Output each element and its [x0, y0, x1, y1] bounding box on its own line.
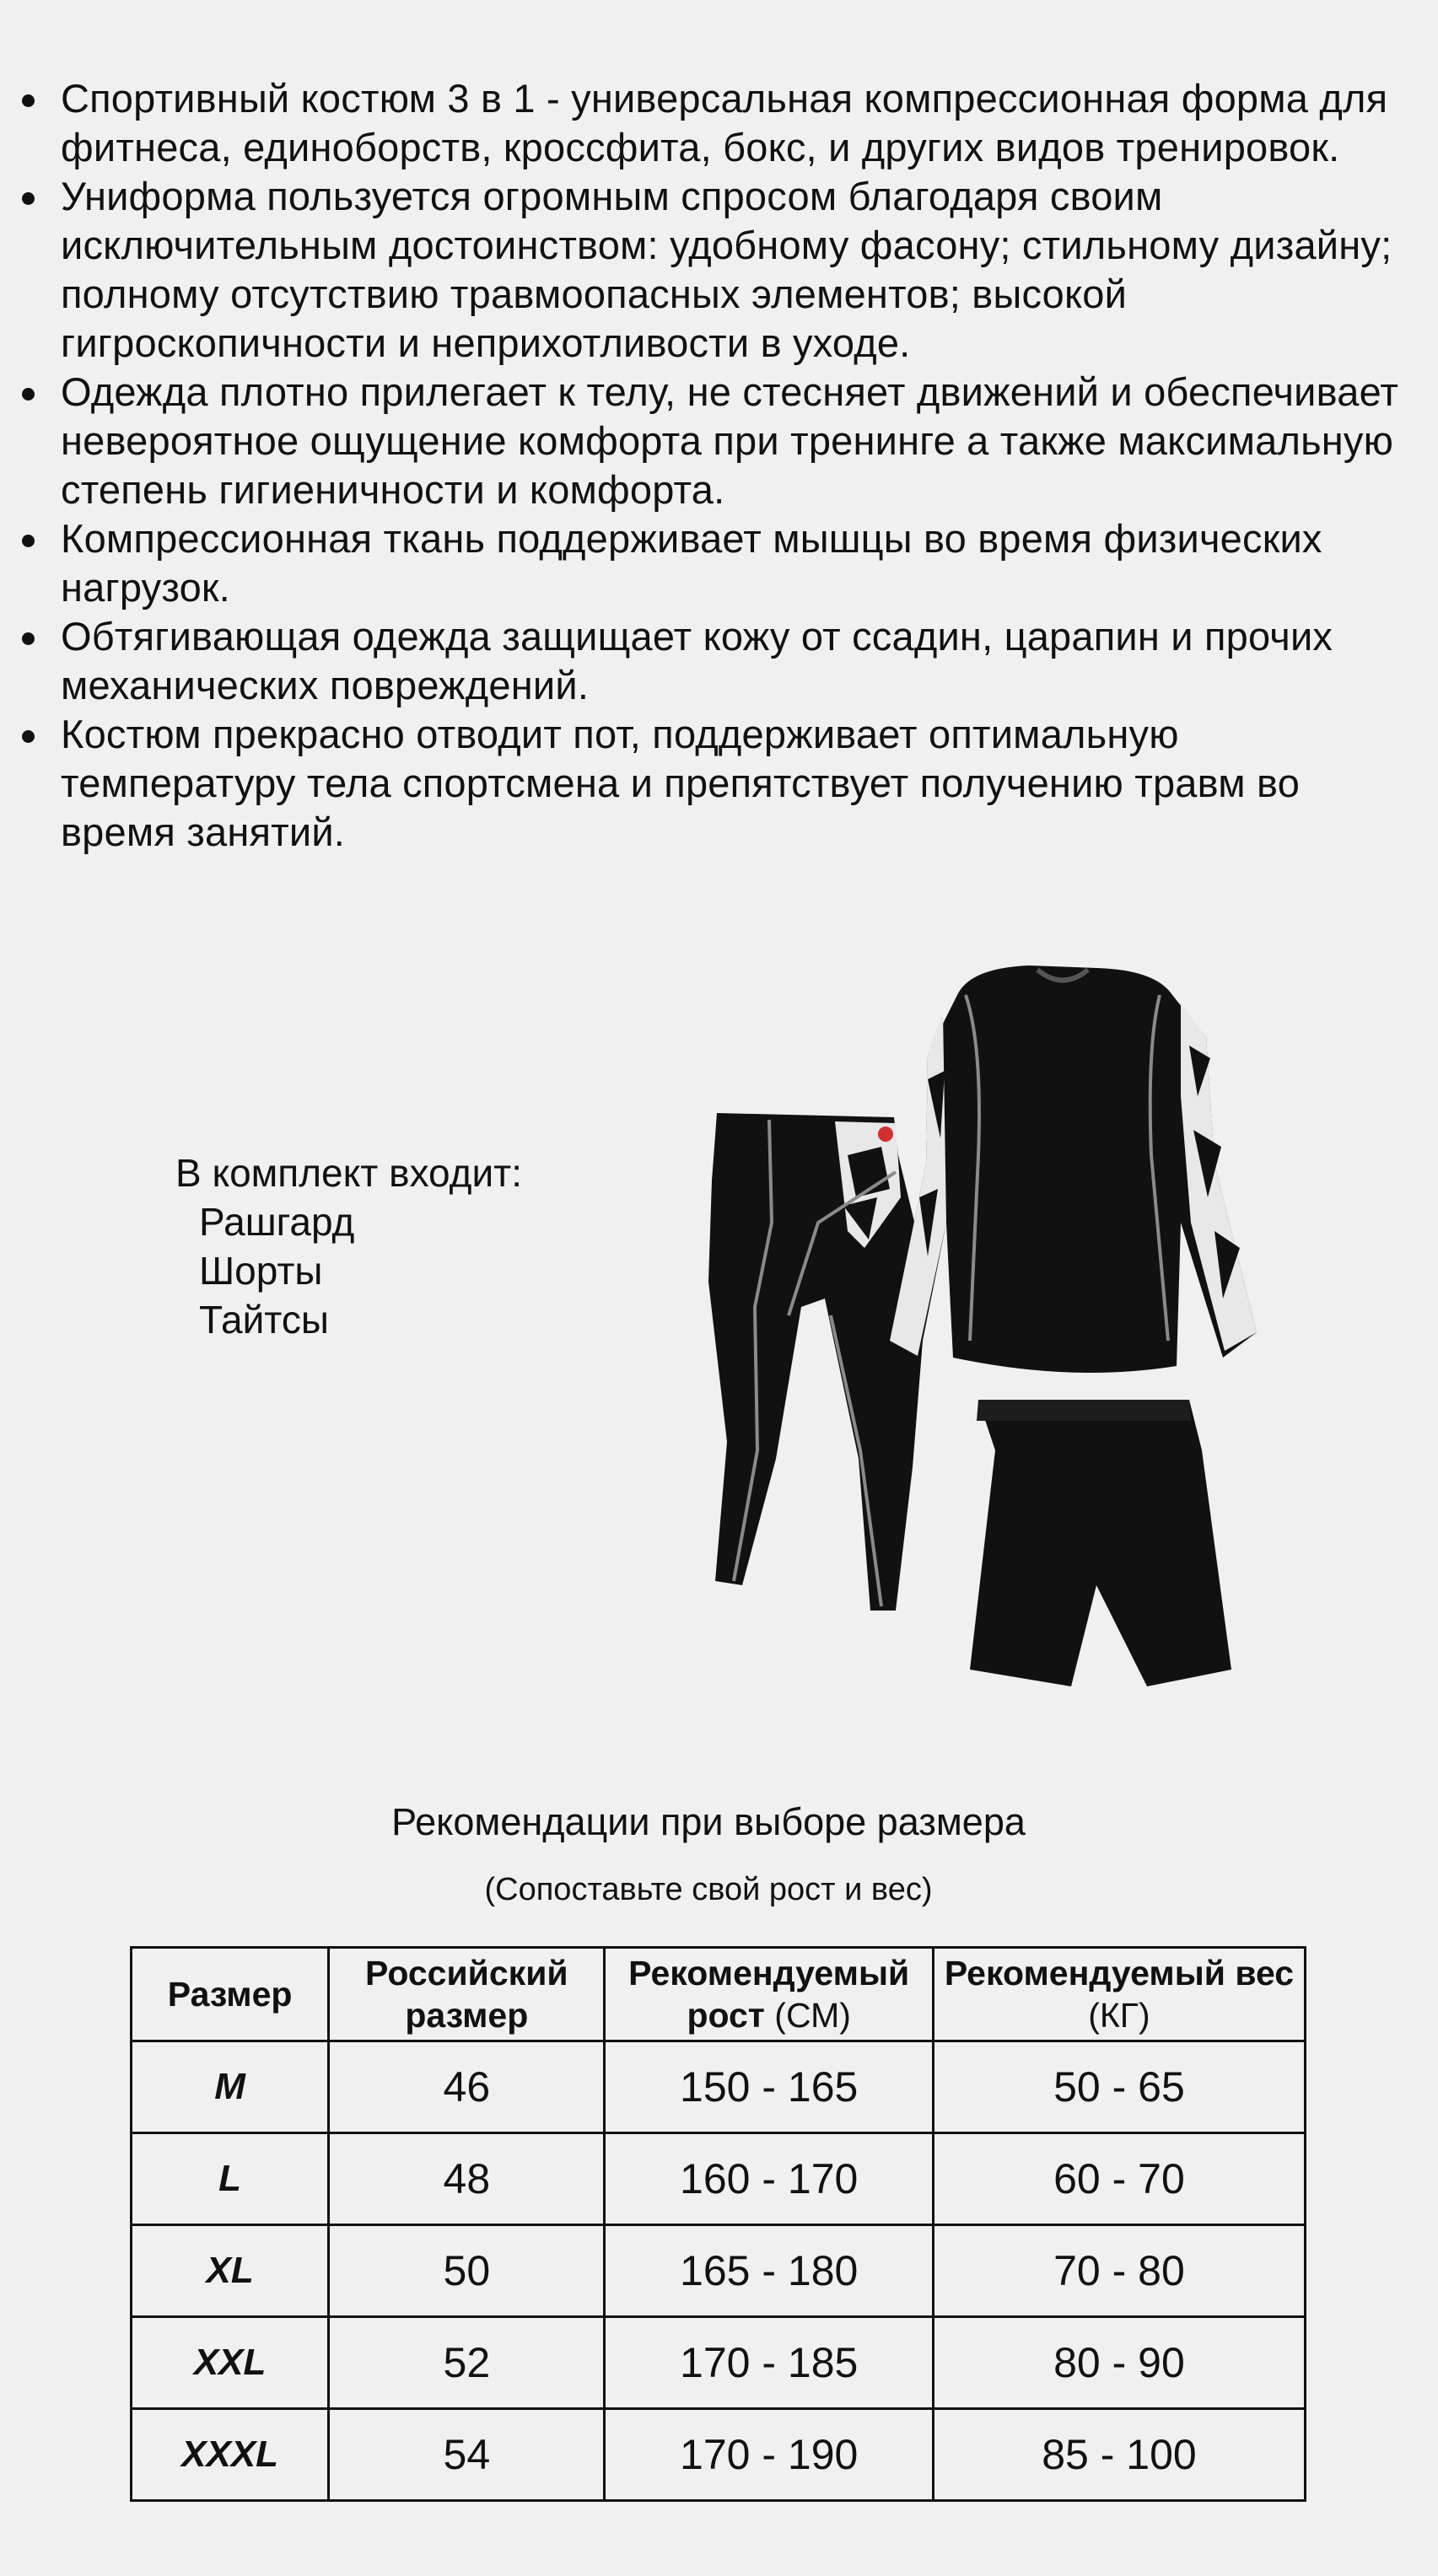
size-cell: L — [132, 2133, 329, 2225]
kit-title: В комплект входит: — [175, 1151, 523, 1195]
kit-item-rashguard: Рашгард — [199, 1200, 355, 1244]
shorts-icon — [970, 1400, 1231, 1686]
weight-cell: 85 - 100 — [933, 2409, 1305, 2501]
ru-size-cell: 50 — [329, 2225, 605, 2317]
size-section-subtitle: (Сопоставьте свой рост и вес) — [484, 1872, 933, 1907]
rashguard-icon — [890, 965, 1257, 1373]
bullet-dot — [22, 535, 35, 547]
table-row — [132, 2225, 1306, 2317]
bullet-dot — [22, 730, 35, 743]
size-cell: XXXL — [132, 2409, 329, 2501]
ru-size-cell: 54 — [329, 2409, 605, 2501]
ru-size-cell: 46 — [329, 2041, 605, 2133]
header-height: Рекомендуемый рост (СМ) — [605, 1948, 934, 2041]
height-cell: 150 - 165 — [605, 2041, 934, 2133]
size-cell: XL — [132, 2225, 329, 2317]
ru-size-cell: 48 — [329, 2133, 605, 2225]
weight-unit: (КГ) — [1088, 1996, 1150, 2035]
feature-item: Костюм прекрасно отводит пот, поддерживает оптимальную температуру тела спортсмена и препятствует получению травм во время занятий. — [61, 710, 1410, 857]
size-section-title: Рекомендации при выборе размера — [391, 1800, 1026, 1843]
header-ru-size: Российский размер — [329, 1948, 605, 2041]
feature-item: Компрессионная ткань поддерживает мышцы во время физических нагрузок. — [61, 514, 1410, 612]
weight-cell: 60 - 70 — [933, 2133, 1305, 2225]
size-cell: XXL — [132, 2317, 329, 2409]
bullet-dot — [22, 192, 35, 205]
feature-item: Униформа пользуется огромным спросом благодаря своим исключительным достоинством: удобному фасону; стильному дизайну; полному отсутствию травмоопасных элементов; высокой гигроскопичности и неприхотливости в уходе. — [61, 172, 1410, 368]
bullet-dot — [22, 388, 35, 401]
feature-item: Одежда плотно прилегает к телу, не стесняет движений и обеспечивает невероятное ощущение комфорта при тренинге а также максимальную степень гигиеничности и комфорта. — [61, 368, 1410, 514]
bullet-dot — [22, 632, 35, 645]
leggings-icon — [708, 1113, 928, 1611]
height-cell: 170 - 190 — [605, 2409, 934, 2501]
table-row — [132, 2317, 1306, 2409]
height-cell: 165 - 180 — [605, 2225, 934, 2317]
kit-contents — [175, 1148, 522, 1344]
bullet-dot — [22, 94, 35, 107]
height-unit: (СМ) — [774, 1996, 851, 2035]
feature-item: Спортивный костюм 3 в 1 - универсальная компрессионная форма для фитнеса, единоборств, кроссфита, бокс, и других видов тренировок. — [61, 74, 1410, 172]
size-table — [130, 1946, 1306, 2502]
weight-cell: 50 - 65 — [933, 2041, 1305, 2133]
height-cell: 170 - 185 — [605, 2317, 934, 2409]
product-image — [675, 944, 1333, 1720]
header-weight: Рекомендуемый вес (КГ) — [933, 1948, 1305, 2041]
ru-size-cell: 52 — [329, 2317, 605, 2409]
table-header-row — [132, 1948, 1306, 2041]
kit-item-shorts: Шорты — [199, 1249, 323, 1293]
feature-list — [61, 74, 1410, 857]
feature-item: Обтягивающая одежда защищает кожу от ссадин, царапин и прочих механических повреждений. — [61, 612, 1410, 710]
weight-cell: 70 - 80 — [933, 2225, 1305, 2317]
header-size: Размер — [132, 1948, 329, 2041]
table-row — [132, 2409, 1306, 2501]
size-cell: M — [132, 2041, 329, 2133]
table-row — [132, 2041, 1306, 2133]
kit-item-tights: Тайтсы — [199, 1298, 329, 1342]
weight-cell: 80 - 90 — [933, 2317, 1305, 2409]
table-row — [132, 2133, 1306, 2225]
height-cell: 160 - 170 — [605, 2133, 934, 2225]
